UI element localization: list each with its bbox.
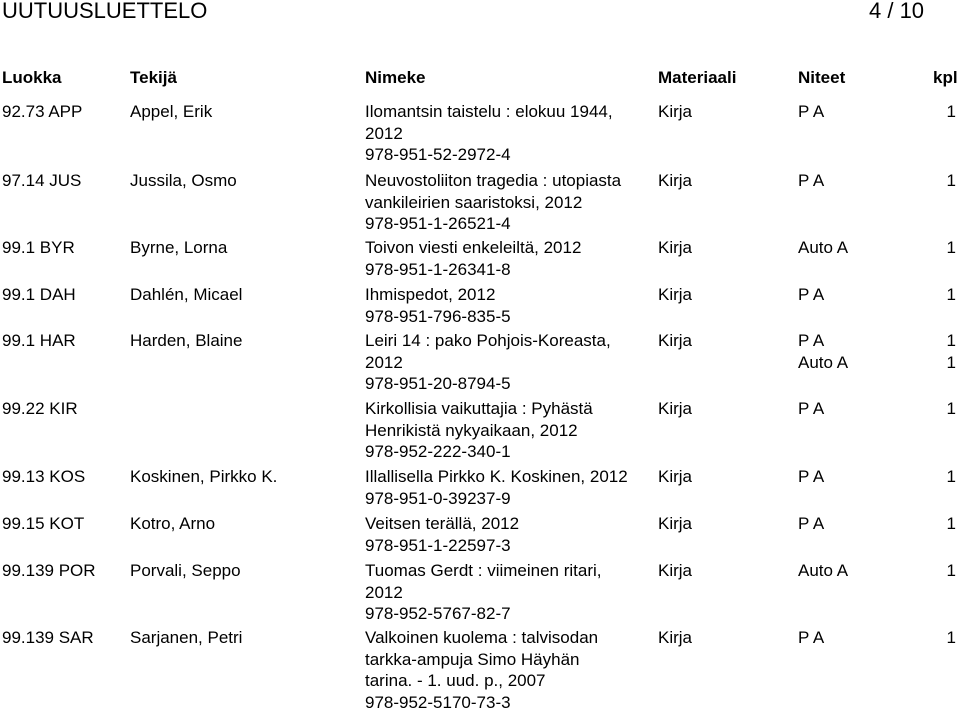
entry-classification: 99.15 KOT [2, 513, 84, 535]
entry-material: Kirja [658, 560, 692, 582]
entry-title-line: 978-952-222-340-1 [365, 441, 655, 463]
entry-author: Koskinen, Pirkko K. [130, 466, 277, 488]
entry-quantity-value: 1 [946, 284, 956, 306]
entry-title-line: Tuomas Gerdt : viimeinen ritari, [365, 560, 655, 582]
entry-author: Byrne, Lorna [130, 237, 227, 259]
entry-author: Sarjanen, Petri [130, 627, 242, 649]
entry-author: Porvali, Seppo [130, 560, 241, 582]
entry-title-line: Ihmispedot, 2012 [365, 284, 655, 306]
entry-title-line: 978-951-796-835-5 [365, 306, 655, 328]
entry-title-line: Leiri 14 : pako Pohjois-Koreasta, [365, 330, 655, 352]
entry-holding-location: P A [798, 101, 824, 123]
entry-author: Dahlén, Micael [130, 284, 242, 306]
entry-quantity-value: 1 [946, 627, 956, 649]
entry-quantity [946, 101, 956, 123]
entry-title [365, 237, 655, 280]
entry-material: Kirja [658, 398, 692, 420]
column-header-qty: kpl [933, 68, 958, 88]
entry-classification: 99.13 KOS [2, 466, 85, 488]
entry-quantity-value: 1 [946, 398, 956, 420]
entry-material: Kirja [658, 466, 692, 488]
entry-title [365, 627, 655, 713]
entry-title-line: Neuvostoliiton tragedia : utopiasta [365, 170, 655, 192]
entry-holdings [798, 237, 848, 259]
entry-holdings [798, 330, 848, 373]
entry-holding-location: P A [798, 513, 824, 535]
entry-title-line: 978-951-20-8794-5 [365, 373, 655, 395]
entry-classification: 97.14 JUS [2, 170, 81, 192]
entry-classification: 99.1 HAR [2, 330, 76, 352]
entry-material: Kirja [658, 101, 692, 123]
entry-author: Jussila, Osmo [130, 170, 237, 192]
entry-title-line: Toivon viesti enkeleiltä, 2012 [365, 237, 655, 259]
entry-title-line: Ilomantsin taistelu : elokuu 1944, [365, 101, 655, 123]
column-header-author: Tekijä [130, 68, 177, 88]
entry-quantity-value: 1 [946, 560, 956, 582]
entry-title-line: 978-951-1-26521-4 [365, 213, 655, 235]
entry-title-line: tarkka-ampuja Simo Häyhän [365, 649, 655, 671]
column-header-title: Nimeke [365, 68, 425, 88]
entry-holdings [798, 170, 824, 192]
entry-classification: 99.1 DAH [2, 284, 76, 306]
entry-classification: 92.73 APP [2, 101, 82, 123]
column-header-class: Luokka [2, 68, 62, 88]
entry-holding-location: P A [798, 466, 824, 488]
entry-title-line: Valkoinen kuolema : talvisodan [365, 627, 655, 649]
entry-holdings [798, 627, 824, 649]
entry-quantity-value: 1 [946, 237, 956, 259]
entry-holdings [798, 560, 848, 582]
entry-classification: 99.22 KIR [2, 398, 78, 420]
entry-classification: 99.139 SAR [2, 627, 94, 649]
entry-title-line: 978-951-52-2972-4 [365, 144, 655, 166]
entry-title-line: 978-951-1-26341-8 [365, 259, 655, 281]
entry-quantity [946, 237, 956, 259]
entry-title-line: Kirkollisia vaikuttajia : Pyhästä [365, 398, 655, 420]
entry-material: Kirja [658, 170, 692, 192]
column-header-material: Materiaali [658, 68, 736, 88]
entry-quantity [946, 627, 956, 649]
entry-quantity-value: 1 [946, 330, 956, 352]
entry-title [365, 513, 655, 556]
entry-holdings [798, 513, 824, 535]
entry-quantity-value: 1 [946, 466, 956, 488]
entry-quantity [946, 398, 956, 420]
entry-title [365, 284, 655, 327]
entry-author: Kotro, Arno [130, 513, 215, 535]
entry-title [365, 466, 655, 509]
entry-title-line: tarina. - 1. uud. p., 2007 [365, 670, 655, 692]
entry-holdings [798, 101, 824, 123]
entry-title [365, 330, 655, 395]
entry-quantity-value: 1 [946, 101, 956, 123]
entry-author: Harden, Blaine [130, 330, 242, 352]
entry-material: Kirja [658, 513, 692, 535]
entry-holding-location: Auto A [798, 560, 848, 582]
entry-title-line: 978-952-5767-82-7 [365, 603, 655, 625]
entry-holdings [798, 398, 824, 420]
entry-title-line: vankileirien saaristoksi, 2012 [365, 192, 655, 214]
entry-material: Kirja [658, 330, 692, 352]
entry-quantity [946, 330, 956, 373]
entry-classification: 99.1 BYR [2, 237, 75, 259]
entry-holding-location: P A [798, 627, 824, 649]
entry-title-line: Henrikistä nykyaikaan, 2012 [365, 420, 655, 442]
entry-holding-location: P A [798, 330, 848, 352]
entry-title-line: Illallisella Pirkko K. Koskinen, 2012 [365, 466, 655, 488]
entry-quantity [946, 284, 956, 306]
entry-holding-location: Auto A [798, 237, 848, 259]
entry-title [365, 101, 655, 166]
entry-material: Kirja [658, 627, 692, 649]
column-header-holdings: Niteet [798, 68, 845, 88]
entry-quantity [946, 170, 956, 192]
entry-title [365, 170, 655, 235]
entry-quantity-value: 1 [946, 513, 956, 535]
entry-holding-location: P A [798, 170, 824, 192]
entry-holdings [798, 284, 824, 306]
entry-author: Appel, Erik [130, 101, 212, 123]
entry-title-line: 2012 [365, 582, 655, 604]
entry-title-line: Veitsen terällä, 2012 [365, 513, 655, 535]
page-number: 4 / 10 [869, 0, 924, 24]
page-title: UUTUUSLUETTELO [2, 0, 207, 24]
entry-title [365, 560, 655, 625]
entry-holdings [798, 466, 824, 488]
entry-holding-location: Auto A [798, 352, 848, 374]
entry-material: Kirja [658, 237, 692, 259]
entry-quantity-value: 1 [946, 170, 956, 192]
entry-title-line: 2012 [365, 123, 655, 145]
entry-quantity-value: 1 [946, 352, 956, 374]
entry-title-line: 978-951-0-39237-9 [365, 488, 655, 510]
entry-title-line: 978-951-1-22597-3 [365, 535, 655, 557]
entry-quantity [946, 560, 956, 582]
entry-quantity [946, 513, 956, 535]
entry-title [365, 398, 655, 463]
entry-title-line: 2012 [365, 352, 655, 374]
entry-holding-location: P A [798, 398, 824, 420]
entry-classification: 99.139 POR [2, 560, 96, 582]
entry-material: Kirja [658, 284, 692, 306]
entry-title-line: 978-952-5170-73-3 [365, 692, 655, 713]
entry-quantity [946, 466, 956, 488]
entry-holding-location: P A [798, 284, 824, 306]
